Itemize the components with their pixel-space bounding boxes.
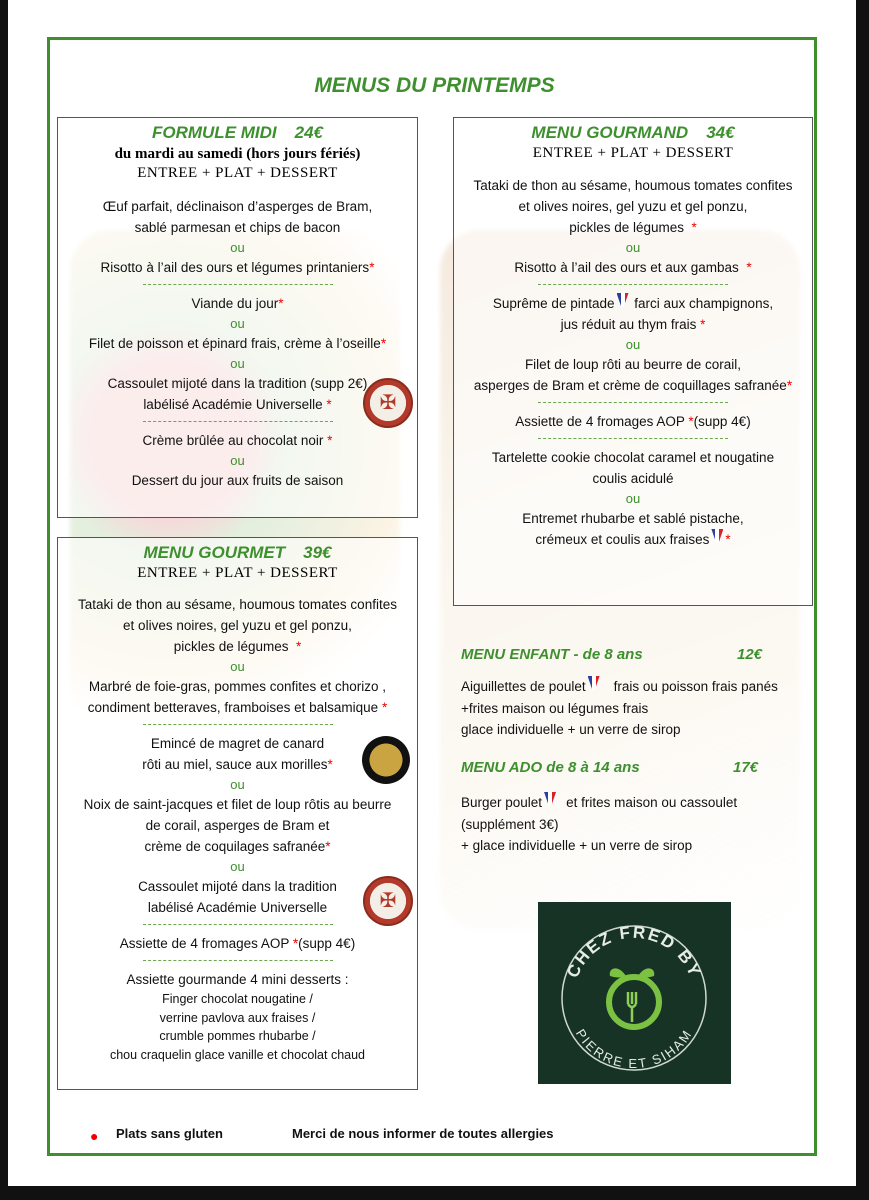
dish-line: (supplément 3€): [461, 816, 559, 832]
dish-line: Assiette de 4 fromages AOP *(supp 4€): [119, 936, 356, 951]
separator: [143, 284, 333, 285]
gluten-free-star: *: [326, 397, 332, 412]
dish-line: Filet de loup rôti au beurre de corail,: [524, 357, 742, 372]
origine-sud-ouest-badge-icon: [362, 736, 410, 784]
separator: [538, 284, 728, 285]
separator: [538, 438, 728, 439]
gluten-free-star: *: [292, 936, 299, 951]
gluten-free-star: *: [325, 839, 331, 854]
separator: [143, 421, 333, 422]
dish-line: Assiette de 4 fromages AOP *(supp 4€): [515, 414, 751, 429]
separator: [538, 402, 728, 403]
dish-line: Cassoulet mijoté dans la tradition (supp 2€): [107, 376, 368, 391]
dish-line: Marbré de foie-gras, pommes confites et chorizo ,: [88, 679, 387, 694]
menu-ado-price: 17€: [733, 759, 759, 776]
dish-line: Finger chocolat nougatine /: [162, 992, 313, 1006]
or-label: ou: [625, 337, 641, 352]
logo-top-text: CHEZ FRED BY: [563, 922, 705, 981]
or-label: ou: [625, 240, 641, 255]
dish-line: chou craquelin glace vanille et chocolat chaud: [109, 1047, 366, 1062]
french-origin-flag-icon: [711, 529, 723, 543]
gluten-free-star: *: [700, 317, 706, 332]
dish-line: glace individuelle + un verre de sirop: [461, 722, 681, 737]
footer-allergies-note: Merci de nous informer de toutes allergies: [292, 1126, 554, 1141]
dish-line: Burger poulet et frites maison ou cassoulet: [461, 792, 811, 814]
dish-line: et olives noires, gel yuzu et gel ponzu,: [123, 618, 352, 633]
menu-ado-name: MENU ADO de 8 à 14 ans: [461, 759, 640, 776]
dish-line: Filet de poisson et épinard frais, crème à l’oseille*: [88, 336, 387, 351]
or-label: ou: [230, 240, 245, 255]
formule-midi-box: [57, 117, 418, 518]
svg-text:PIERRE ET SIHAM: [573, 1026, 695, 1071]
dish-line: Aiguillettes de poulet frais ou poisson frais panés: [461, 676, 811, 698]
gluten-free-star: *: [691, 220, 697, 235]
academie-universelle-badge-icon: ✠: [363, 876, 413, 926]
separator: [143, 724, 333, 725]
menu-gourmand-header: [454, 123, 812, 143]
or-label: ou: [230, 453, 245, 468]
formule-midi-structure: ENTREE + PLAT + DESSERT: [137, 165, 338, 181]
dish-line: + glace individuelle + un verre de sirop: [461, 838, 693, 853]
or-label: ou: [230, 356, 245, 371]
dish-line: Tartelette cookie chocolat caramel et nougatine: [491, 450, 775, 465]
dish-line: labélisé Académie Universelle: [147, 900, 328, 915]
separator: [143, 924, 333, 925]
separator: [143, 960, 333, 961]
gluten-free-star: *: [278, 296, 284, 311]
logo-bottom-text: PIERRE ET SIHAM: [572, 1026, 696, 1072]
dish-line: pickles de légumes *: [173, 639, 302, 654]
dish-line: Viande du jour*: [191, 296, 284, 311]
menu-enfant-details: [461, 676, 811, 741]
dish-line: Assiette gourmande 4 mini desserts :: [126, 972, 349, 987]
formule-midi-name: FORMULE MIDI: [151, 123, 277, 142]
dish-line: jus réduit au thym frais *: [560, 317, 706, 332]
dish-line: Œuf parfait, déclinaison d’asperges de Bram,: [102, 199, 373, 214]
dish-line: Crème brûlée au chocolat noir *: [142, 433, 333, 448]
menu-enfant-name: MENU ENFANT - de 8 ans: [461, 646, 643, 663]
page-title: MENUS DU PRINTEMPS: [314, 74, 555, 97]
dish-line: Dessert du jour aux fruits de saison: [131, 473, 344, 488]
dish-line: +frites maison ou légumes frais: [461, 700, 649, 716]
gluten-free-star: *: [369, 260, 375, 275]
logo-emblem-icon: [538, 902, 731, 1084]
dish-line: condiment betteraves, framboises et balsamique *: [87, 700, 388, 715]
french-origin-flag-icon: [617, 293, 629, 307]
footer-gluten-note: Plats sans gluten: [116, 1126, 223, 1141]
french-origin-flag-icon: [544, 792, 556, 806]
gluten-free-star: *: [327, 757, 333, 772]
svg-text:CHEZ FRED BY: [563, 923, 705, 981]
dish-line: de corail, asperges de Bram et: [145, 818, 330, 833]
gluten-free-star: *: [786, 378, 793, 393]
menu-gourmand-structure: ENTREE + PLAT + DESSERT: [532, 145, 734, 161]
dish-line: rôti au miel, sauce aux morilles*: [142, 757, 333, 772]
or-label: ou: [625, 491, 641, 506]
gluten-free-bullet-icon: ●: [90, 1128, 99, 1144]
gluten-free-star: *: [381, 700, 388, 715]
gluten-free-star: *: [327, 433, 333, 448]
dish-line: Risotto à l’ail des ours et légumes printaniers*: [100, 260, 375, 275]
dish-line: labélisé Académie Universelle *: [143, 397, 332, 412]
formule-midi-header: [58, 123, 417, 143]
dish-line: crémeux et coulis aux fraises *: [454, 529, 812, 550]
dish-line: Risotto à l’ail des ours et aux gambas *: [514, 260, 752, 275]
gluten-free-star: *: [296, 639, 302, 654]
restaurant-logo: [538, 902, 731, 1084]
menu-gourmet-price: 39€: [303, 543, 332, 562]
academie-universelle-badge-icon: ✠: [363, 378, 413, 428]
dish-line: Tataki de thon au sésame, houmous tomates confites: [78, 597, 397, 612]
french-origin-flag-icon: [588, 676, 600, 690]
dish-line: Noix de saint-jacques et filet de loup rôtis au beurre: [83, 797, 392, 812]
dish-line: crumble pommes rhubarbe /: [159, 1029, 316, 1043]
dish-line: Suprême de pintade farci aux champignons,: [454, 293, 812, 314]
menu-ado-details: [461, 792, 811, 857]
dish-line: Tataki de thon au sésame, houmous tomates confites: [473, 178, 793, 193]
or-label: ou: [230, 316, 245, 331]
dish-line: verrine pavlova aux fraises /: [159, 1010, 316, 1025]
dish-line: sablé parmesan et chips de bacon: [134, 220, 341, 235]
formule-midi-days: du mardi au samedi (hors jours fériés): [114, 146, 361, 162]
or-label: ou: [230, 859, 245, 874]
menu-gourmet-name: MENU GOURMET: [143, 543, 286, 562]
dish-line: pickles de légumes *: [569, 220, 697, 235]
menu-enfant-price: 12€: [737, 646, 763, 663]
formule-midi-price: 24€: [294, 123, 324, 142]
menu-gourmet-header: [58, 543, 417, 563]
menu-gourmand-price: 34€: [706, 123, 735, 142]
dish-line: Emincé de magret de canard: [150, 736, 325, 751]
gluten-free-star: *: [380, 336, 387, 351]
gluten-free-star: *: [725, 532, 731, 547]
menu-gourmet-box: [57, 537, 418, 1090]
dish-line: asperges de Bram et crème de coquillages safranée*: [473, 378, 793, 393]
menu-gourmand-name: MENU GOURMAND: [531, 123, 689, 142]
dish-line: crème de coquilages safranée*: [144, 839, 331, 854]
menu-gourmand-box: [453, 117, 813, 606]
gluten-free-star: *: [688, 414, 694, 429]
dish-line: et olives noires, gel yuzu et gel ponzu,: [518, 199, 748, 214]
menu-gourmet-structure: ENTREE + PLAT + DESSERT: [137, 565, 338, 581]
or-label: ou: [230, 659, 245, 674]
or-label: ou: [230, 777, 245, 792]
gluten-free-star: *: [746, 260, 752, 275]
dish-line: Cassoulet mijoté dans la tradition: [138, 879, 337, 894]
dish-line: Entremet rhubarbe et sablé pistache,: [522, 511, 744, 526]
dish-line: coulis acidulé: [592, 471, 674, 486]
